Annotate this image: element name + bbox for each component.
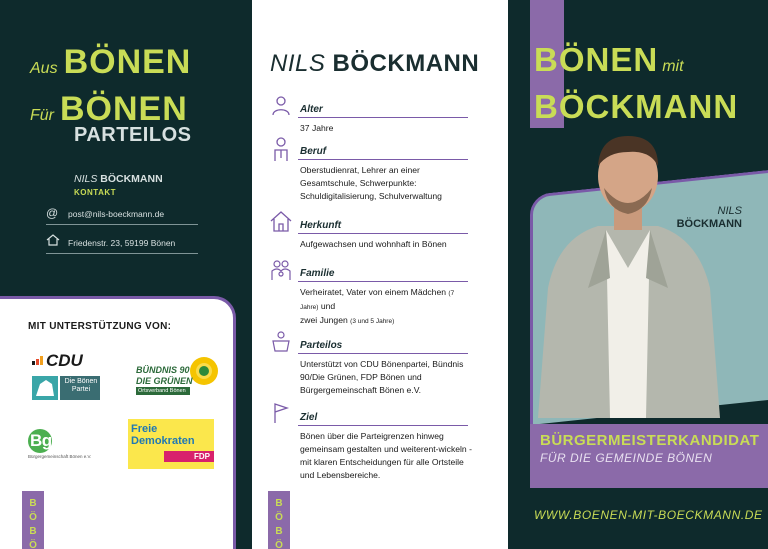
bo-mark-left [22, 491, 44, 549]
address-row [46, 234, 198, 254]
podium-icon [268, 330, 294, 356]
section-text: Oberstudienrat, Lehrer an einer Gesamtschule, Schwerpunkte: Schuldigitalisierung, Schulverwaltung [300, 165, 442, 201]
right-last-name: BÖCKMANN [676, 218, 742, 230]
section-divider [298, 159, 468, 160]
middle-panel [252, 0, 508, 549]
familie-text2: zwei Jungen [300, 315, 348, 325]
band-subtitle: FÜR DIE GEMEINDE BÖNEN [540, 451, 713, 465]
bg-text: BgBönen [30, 431, 103, 450]
email-row[interactable] [46, 206, 198, 225]
house-icon [268, 210, 294, 236]
slogan-fuer: Für [30, 107, 54, 124]
candidate-photo [528, 118, 728, 418]
band-title: BÜRGERMEISTERKANDIDAT [540, 432, 760, 449]
at-icon: @ [46, 206, 59, 220]
title-boeckmann: BÖCKMANN [534, 88, 739, 125]
slogan-aus: Aus [30, 60, 58, 77]
gruene-line2: DIE GRÜNEN [136, 376, 193, 386]
support-title: MIT UNTERSTÜTZUNG VON: [28, 321, 172, 332]
home-icon [46, 234, 68, 249]
section-divider [298, 281, 468, 282]
middle-first-name: NILS [270, 50, 326, 77]
title-boenen: BÖNEN [534, 41, 659, 78]
fdp-sub: FDP [164, 451, 214, 462]
contact-last-name: BÖCKMANN [100, 173, 163, 185]
cdu-sub: Die Bönen Partei [64, 378, 98, 393]
familie-text2-small: (3 und 5 Jahre) [350, 318, 395, 325]
section-divider [298, 425, 468, 426]
cdu-text: CDU [46, 351, 83, 370]
section-head: Parteilos [300, 340, 343, 351]
person-icon [268, 94, 294, 120]
right-panel [508, 0, 768, 549]
gruene-logo [134, 347, 226, 403]
person-tie-icon [268, 136, 294, 162]
section-divider [298, 233, 468, 234]
familie-text1-small: (7 Jahre) [300, 290, 455, 311]
website-link[interactable]: WWW.BOENEN-MIT-BOECKMANN.DE [534, 508, 763, 522]
section-text [300, 286, 472, 328]
section-divider [298, 353, 468, 354]
candidate-band [530, 424, 768, 488]
fdp-logo [128, 419, 214, 469]
familie-text1-end: und [320, 301, 336, 311]
section-divider [298, 117, 468, 118]
email-link[interactable]: post@nils-boeckmann.de [68, 209, 165, 219]
bo-mark-text: BÖ BÖ [275, 498, 283, 549]
contact-first-name: NILS [74, 173, 98, 185]
right-first-name: NILS [717, 205, 742, 217]
middle-name [270, 50, 479, 78]
cdu-logo [30, 349, 106, 405]
family-icon [268, 258, 294, 284]
sunflower-icon [190, 357, 218, 385]
section-head: Alter [300, 104, 323, 115]
section-text: Unterstützt von CDU Bönenpartei, Bündnis 90/Die Grünen, FDP Bönen und Bürgergemeinschaft Bönen e.V. [300, 359, 464, 395]
section-text: Aufgewachsen und wohnhaft in Bönen [300, 239, 447, 249]
section-text: Bönen über die Parteigrenzen hinweg gemeinsam gestalten und weiterent-wickeln - mit klaren Entscheidungen für alle Ortsteile und Lebensbereiche. [300, 431, 472, 480]
section-head: Herkunft [300, 220, 342, 231]
section-text: 37 Jahre [300, 123, 334, 133]
title-mit: mit [662, 58, 684, 75]
address-text: Friedenstr. 23, 59199 Bönen [68, 238, 176, 248]
familie-text1: Verheiratet, Vater von einem Mädchen [300, 287, 447, 297]
bg-sub: Bürgergemeinschaft Bönen e.V. [28, 454, 92, 459]
parteilos-label: PARTEILOS [74, 124, 192, 146]
fdp-line1: Freie [131, 423, 158, 435]
gruene-line1: BÜNDNIS 90 [136, 365, 190, 375]
left-panel [0, 0, 252, 549]
slogan [30, 42, 191, 136]
fdp-line2: Demokraten [131, 435, 195, 447]
gruene-sub: Ortsverband Bönen [136, 387, 190, 395]
section-head: Beruf [300, 146, 327, 157]
slogan-boenen-1: BÖNEN [63, 43, 192, 81]
bo-mark-text: BÖ BÖ [29, 498, 37, 549]
bg-logo [28, 427, 112, 461]
right-title [534, 40, 738, 127]
contact-name [74, 173, 163, 185]
slogan-boenen-2: BÖNEN [60, 90, 188, 128]
flag-icon [268, 402, 294, 428]
section-head: Familie [300, 268, 335, 279]
kontakt-label: KONTAKT [74, 188, 117, 197]
middle-last-name: BÖCKMANN [332, 50, 480, 77]
support-box [0, 296, 236, 549]
section-head: Ziel [300, 412, 318, 423]
bo-mark-middle [268, 491, 290, 549]
